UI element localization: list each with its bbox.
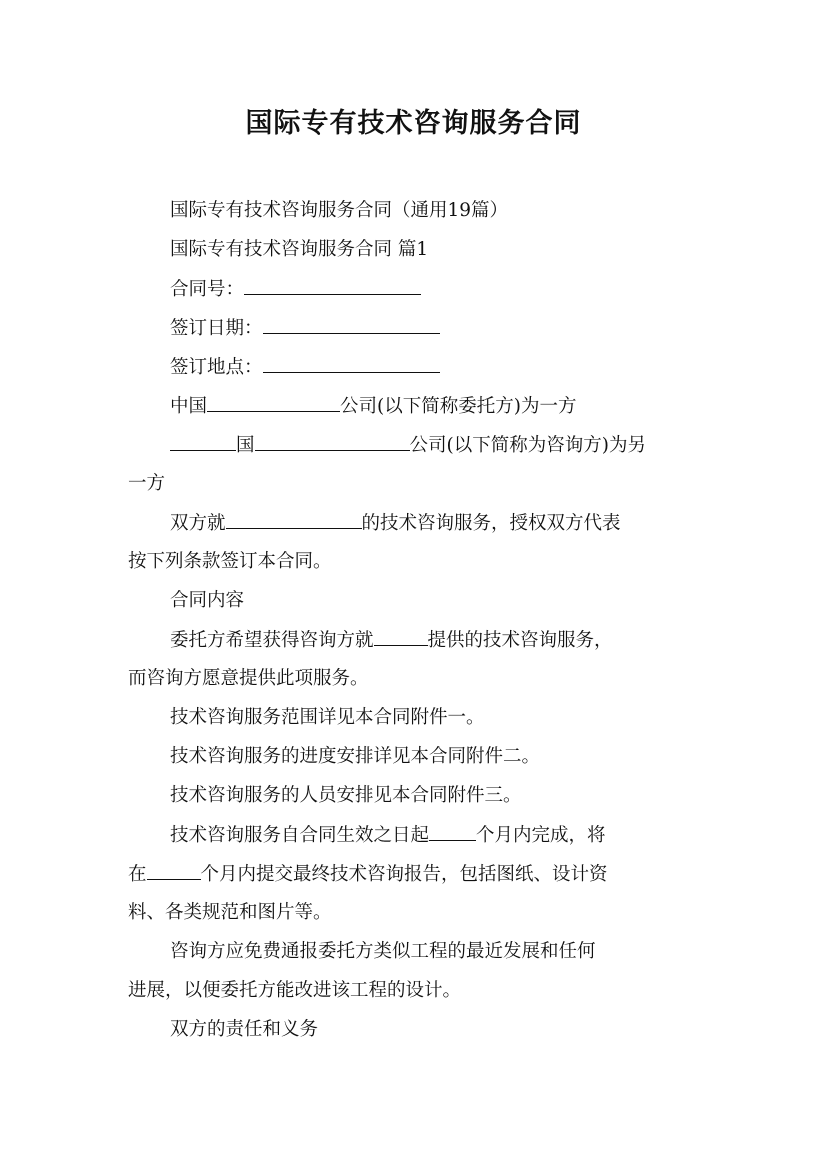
text: 一方 — [128, 473, 166, 494]
paragraph-line — [128, 979, 461, 1003]
text: 料、各类规范和图片等。 — [128, 902, 332, 923]
section-heading — [170, 238, 428, 262]
blank-underline — [226, 511, 362, 529]
signing-place-field — [170, 355, 440, 380]
paragraph-line — [170, 940, 596, 964]
text: 按下列条款签订本合同。 — [128, 551, 332, 572]
paragraph-line — [128, 550, 332, 574]
text: 提供的技术咨询服务， — [427, 630, 613, 651]
text: 而咨询方愿意提供此项服务。 — [128, 668, 369, 689]
field-label: 签订日期： — [170, 318, 263, 339]
paragraph-line — [128, 472, 165, 496]
document-title: 国际专有技术咨询服务合同 — [245, 108, 582, 139]
text: 国际专有技术咨询服务合同（通用19篇） — [170, 200, 509, 221]
paragraph-line — [170, 745, 540, 769]
field-label: 签订地点： — [170, 357, 263, 378]
paragraph-line — [170, 706, 485, 730]
text: 个月内完成，将 — [476, 825, 606, 846]
paragraph-line — [128, 862, 608, 887]
party-b-line — [170, 433, 646, 458]
text: 国 — [236, 435, 255, 456]
text: 技术咨询服务范围详见本合同附件一。 — [170, 707, 485, 728]
text: 双方的责任和义务 — [170, 1019, 319, 1040]
paragraph-line — [128, 667, 369, 691]
blank-underline — [244, 277, 421, 295]
blank-underline — [147, 862, 201, 880]
text: 公司(以下简称为咨询方)为另 — [409, 435, 646, 456]
text: 合同内容 — [170, 590, 245, 611]
text: 双方就 — [170, 513, 226, 534]
blank-underline — [374, 628, 428, 646]
text: 中国 — [170, 396, 208, 417]
section-heading — [170, 589, 244, 613]
blank-underline — [170, 433, 236, 451]
paragraph-line — [170, 823, 606, 848]
text: 进展，以便委托方能改进该工程的设计。 — [128, 980, 462, 1001]
field-label: 合同号： — [170, 279, 245, 300]
text: 技术咨询服务自合同生效之日起 — [170, 825, 430, 846]
text: 公司(以下简称委托方)为一方 — [340, 396, 577, 417]
party-a-line — [170, 394, 576, 419]
blank-underline — [429, 823, 476, 841]
text: 个月内提交最终技术咨询报告，包括图纸、设计资 — [200, 864, 608, 885]
text: 国际专有技术咨询服务合同 篇1 — [170, 239, 429, 260]
text: 的技术咨询服务，授权双方代表 — [361, 513, 621, 534]
text: 委托方希望获得咨询方就 — [170, 630, 374, 651]
signing-date-field — [170, 316, 440, 341]
blank-underline — [263, 316, 440, 334]
paragraph-line — [128, 901, 332, 925]
contract-number-field — [170, 277, 421, 302]
text: 技术咨询服务的进度安排详见本合同附件二。 — [170, 746, 541, 767]
paragraph-line — [170, 784, 522, 808]
paragraph-line — [170, 511, 621, 536]
blank-underline — [207, 394, 340, 412]
section-heading — [170, 1018, 318, 1042]
blank-underline — [255, 433, 410, 451]
subtitle-line — [170, 199, 508, 223]
text: 技术咨询服务的人员安排见本合同附件三。 — [170, 785, 522, 806]
paragraph-line — [170, 628, 613, 653]
text: 在 — [128, 864, 147, 885]
blank-underline — [263, 355, 440, 373]
text: 咨询方应免费通报委托方类似工程的最近发展和任何 — [170, 941, 596, 962]
